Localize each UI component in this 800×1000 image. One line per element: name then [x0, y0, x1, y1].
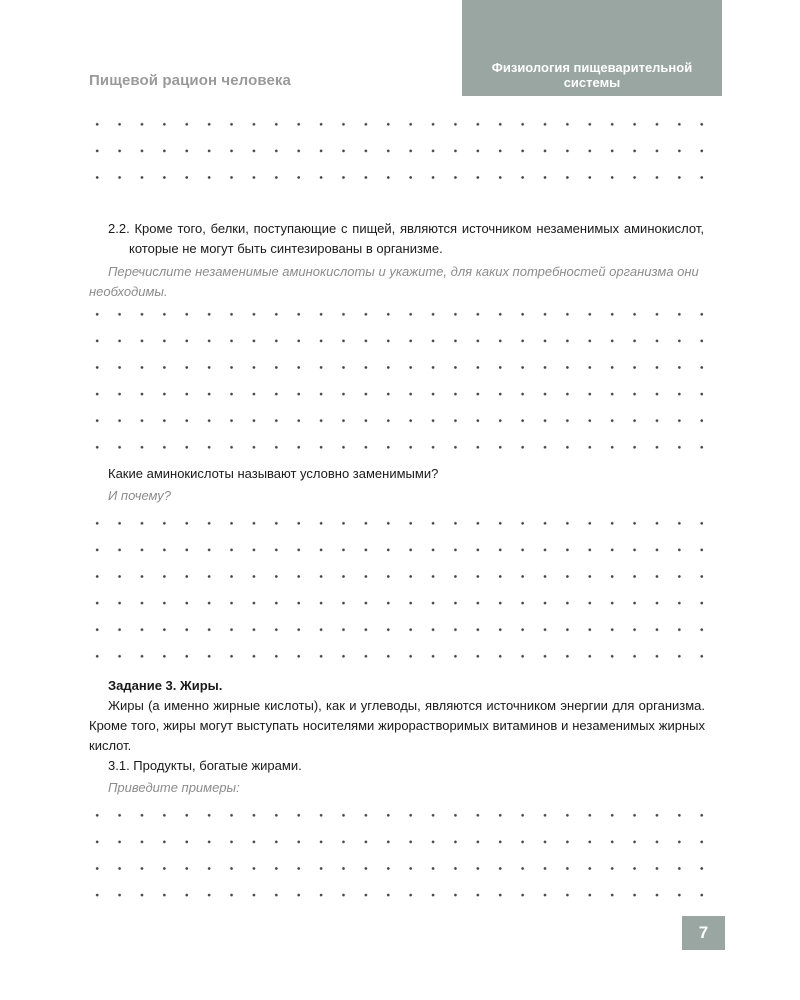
answer-dot-grid[interactable]: [86, 111, 718, 191]
running-title: Пищевой рацион человека: [89, 72, 291, 89]
section-text-line1: Кроме того, белки, поступающие с пищей, являются источником незаменимых аминокислот,: [134, 221, 704, 236]
instruction-prompt: И почему?: [108, 488, 172, 503]
page-number: 7: [698, 923, 709, 942]
question-text: Какие аминокислоты называют условно заменимыми?: [108, 466, 439, 481]
instruction-prompt: Приведите примеры:: [108, 780, 240, 795]
task-title: Задание 3. Жиры.: [108, 678, 223, 693]
section-number: 2.2.: [108, 221, 130, 236]
section-text-line2: которые не могут быть синтезированы в организме.: [129, 241, 443, 256]
page-number-box: [682, 916, 725, 950]
chapter-tab-label: Физиология пищеварительной системы: [491, 60, 693, 90]
task-description: Жиры (а именно жирные кислоты), как и углеводы, являются источником энергии для организма. Кроме того, жиры могут выступать носителями жирорастворимых витаминов и незаменимых жирных кислот.: [89, 698, 705, 753]
chapter-tab: [462, 0, 722, 96]
section-2-2-text: [108, 219, 704, 259]
answer-dot-grid[interactable]: [86, 802, 718, 909]
instruction-prompt: Перечислите незаменимые аминокислоты и укажите, для каких потребностей организма они необходимы.: [89, 264, 699, 299]
section-3-1-text: 3.1. Продукты, богатые жирами.: [108, 758, 302, 773]
answer-dot-grid[interactable]: [86, 510, 718, 670]
answer-dot-grid[interactable]: [86, 301, 718, 461]
